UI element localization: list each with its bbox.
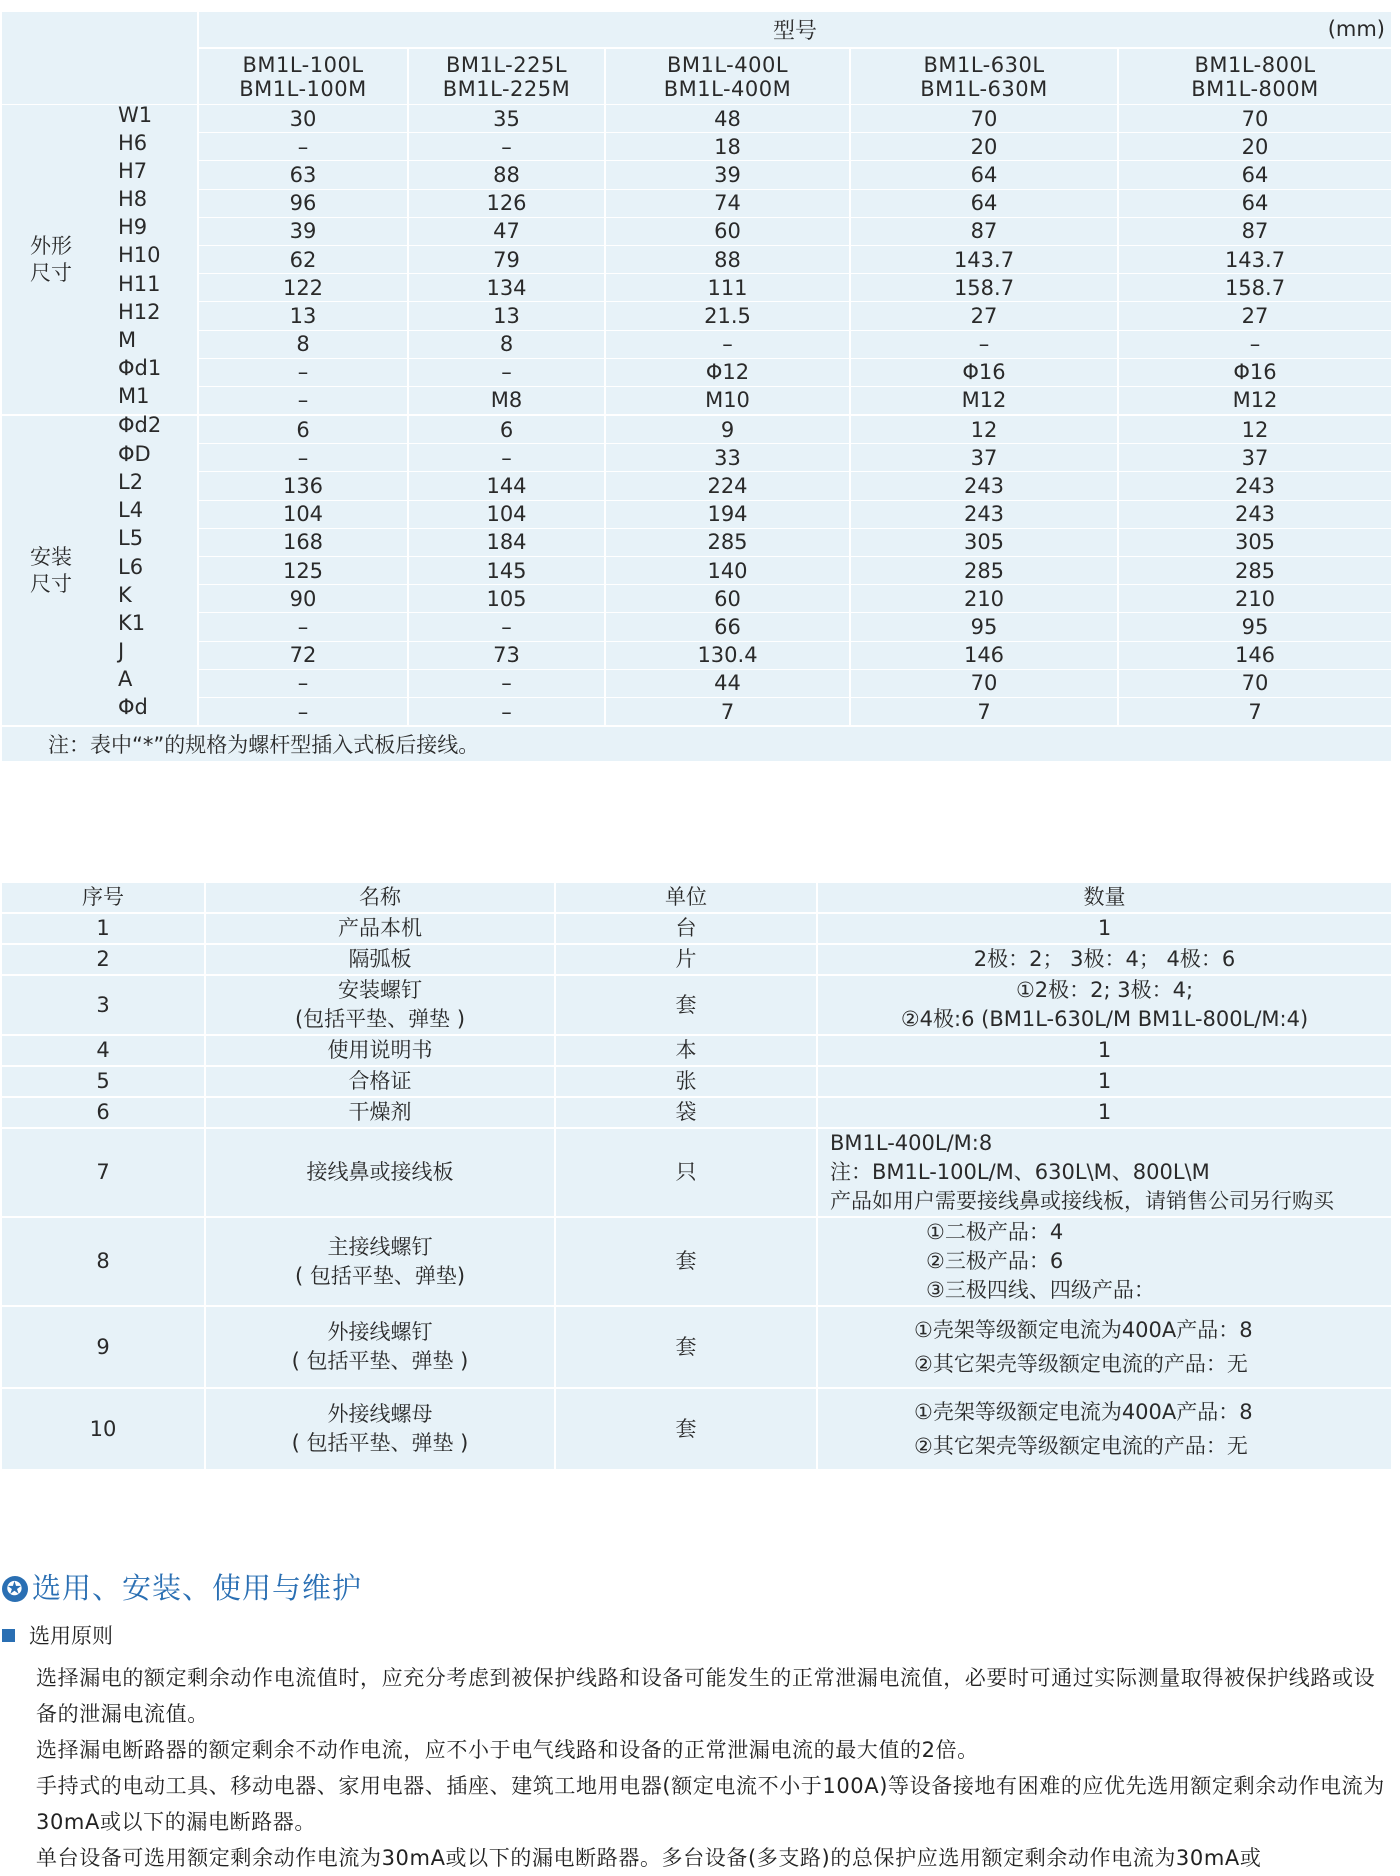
dimension-value: 64 — [850, 161, 1118, 189]
dimension-value: 87 — [850, 217, 1118, 245]
dimension-value: 285 — [605, 528, 850, 556]
row-number: 5 — [2, 1066, 205, 1097]
dimension-value: Φ16 — [1118, 358, 1391, 386]
item-quantity — [817, 944, 1391, 975]
item-quantity-line: ②其它架壳等级额定电流的产品：无 — [914, 1352, 1248, 1376]
model-name: BM1L-225L — [445, 52, 568, 77]
item-quantity-line: ②其它架壳等级额定电流的产品：无 — [914, 1434, 1248, 1458]
item-quantity-line: 2极：2； 3极：4； 4极：6 — [973, 947, 1236, 971]
accessory-row — [2, 1035, 1391, 1066]
dimension-value: 20 — [1118, 133, 1391, 161]
dimension-value: 70 — [1118, 105, 1391, 133]
item-name-line: 干燥剂 — [348, 1100, 412, 1124]
dimension-value: 184 — [408, 528, 605, 556]
dimension-row — [2, 358, 1391, 386]
dimension-value: 35 — [408, 105, 605, 133]
item-name — [205, 1217, 555, 1306]
item-name-line: ( 包括平垫、弹垫) — [294, 1263, 466, 1288]
dimension-row — [2, 274, 1391, 302]
dimension-value: 63 — [198, 161, 408, 189]
parameter-label: H10 — [118, 243, 161, 268]
item-quantity-line: ①壳架等级额定电流为400A产品：8 — [914, 1318, 1253, 1342]
dimension-value: – — [408, 358, 605, 386]
dimension-value: 30 — [198, 105, 408, 133]
row-number: 10 — [2, 1388, 205, 1470]
dimension-value: 64 — [850, 189, 1118, 217]
accessory-table — [2, 883, 1391, 1471]
model-header — [408, 48, 605, 105]
star-icon: ✪ — [2, 1576, 28, 1602]
dimension-row — [2, 641, 1391, 669]
item-name — [205, 1066, 555, 1097]
parameter-label: H11 — [118, 271, 161, 296]
item-quantity-line: 注：BM1L-100L/M、630L\M、800L\M — [830, 1160, 1210, 1184]
dimension-value: – — [198, 613, 408, 641]
column-header: 单位 — [555, 883, 817, 913]
dimension-value: 70 — [850, 669, 1118, 697]
dimension-value: 21.5 — [605, 302, 850, 330]
dimension-value: 8 — [198, 330, 408, 358]
dimension-value: 210 — [1118, 585, 1391, 613]
note-row — [2, 726, 1391, 762]
dimension-row — [2, 189, 1391, 217]
accessory-row — [2, 1306, 1391, 1388]
item-name — [205, 1306, 555, 1388]
dimension-value: 210 — [850, 585, 1118, 613]
dimension-value: 243 — [850, 500, 1118, 528]
dimension-value: 224 — [605, 472, 850, 500]
group-label-line: 尺寸 — [30, 260, 72, 285]
dimension-value: 305 — [1118, 528, 1391, 556]
parameter-label: W1 — [118, 102, 153, 127]
item-quantity-line: ①二极产品：4 — [926, 1220, 1064, 1244]
item-quantity-line: 1 — [1097, 1069, 1112, 1093]
dimension-value: 285 — [850, 557, 1118, 585]
model-header — [198, 48, 408, 105]
item-quantity — [817, 1388, 1391, 1470]
paragraph: 手持式的电动工具、移动电器、家用电器、插座、建筑工地用电器(额定电流不小于100A)等设备接地有困难的应优先选用额定剩余动作电流为30mA或以下的漏电断路器。 — [36, 1774, 1385, 1834]
model-name: BM1L-400L — [666, 52, 789, 77]
dimension-value: 144 — [408, 472, 605, 500]
dimension-value: 64 — [1118, 189, 1391, 217]
dimension-value: – — [408, 613, 605, 641]
dimension-value: – — [198, 386, 408, 415]
parameter-label: M1 — [118, 384, 150, 409]
dimension-value: 122 — [198, 274, 408, 302]
dimension-value: M8 — [408, 386, 605, 415]
group-label-text — [30, 233, 72, 287]
item-quantity-line: ①2极：2; 3极：4; — [1015, 978, 1194, 1002]
dimension-value: 7 — [1118, 697, 1391, 726]
accessory-row — [2, 975, 1391, 1035]
item-unit: 张 — [555, 1066, 817, 1097]
dimension-value: 37 — [1118, 444, 1391, 472]
corner-cell — [2, 12, 198, 105]
model-name: BM1L-225M — [442, 76, 571, 101]
item-unit: 只 — [555, 1128, 817, 1217]
accessory-row — [2, 913, 1391, 944]
dimension-value: 39 — [605, 161, 850, 189]
model-name: BM1L-630L — [923, 52, 1045, 77]
dimension-value: 130.4 — [605, 641, 850, 669]
parameter-label: J — [118, 639, 125, 664]
dimension-value: 243 — [850, 472, 1118, 500]
item-name-line: (包括平垫、弹垫 ) — [294, 1007, 466, 1031]
dimension-value: 70 — [850, 105, 1118, 133]
row-number: 1 — [2, 913, 205, 944]
item-name-line: 产品本机 — [338, 916, 422, 940]
item-quantity-line: ②三极产品：6 — [926, 1249, 1064, 1273]
subsection-title — [2, 1620, 113, 1650]
dimension-value: M12 — [1118, 386, 1391, 415]
section-body — [36, 1660, 1396, 1876]
model-header — [605, 48, 850, 105]
item-quantity — [817, 1306, 1391, 1388]
dimension-value: 20 — [850, 133, 1118, 161]
dimension-row — [2, 669, 1391, 697]
parameter-label: L5 — [118, 526, 144, 551]
dimension-value: 243 — [1118, 472, 1391, 500]
parameter-label: L6 — [118, 554, 144, 579]
dimension-value: 96 — [198, 189, 408, 217]
dimension-value: Φ12 — [605, 358, 850, 386]
item-name-line: ( 包括平垫、弹垫 ) — [291, 1349, 469, 1373]
dimension-value: 105 — [408, 585, 605, 613]
dimension-row — [2, 613, 1391, 641]
dimension-row — [2, 133, 1391, 161]
dimension-row — [2, 415, 1391, 444]
paragraph: 选择漏电的额定剩余动作电流值时，应充分考虑到被保护线路和设备可能发生的正常泄漏电流值，必要时可通过实际测量取得被保护线路或设备的泄漏电流值。 — [36, 1666, 1376, 1726]
item-unit: 套 — [555, 975, 817, 1035]
row-number: 9 — [2, 1306, 205, 1388]
row-number: 2 — [2, 944, 205, 975]
item-quantity-line: 产品如用户需要接线鼻或接线板，请销售公司另行购买 — [830, 1189, 1334, 1213]
item-quantity — [817, 1097, 1391, 1128]
dimension-value: 6 — [198, 415, 408, 444]
dimension-value: 27 — [1118, 302, 1391, 330]
item-unit: 台 — [555, 913, 817, 944]
item-name — [205, 944, 555, 975]
dimension-row — [2, 161, 1391, 189]
parameter-label: H6 — [118, 130, 148, 155]
dimension-value: 87 — [1118, 217, 1391, 245]
dimension-value: 111 — [605, 274, 850, 302]
dimension-value: 7 — [850, 697, 1118, 726]
item-quantity-line: ②4极:6 (BM1L-630L/M BM1L-800L/M:4) — [900, 1007, 1309, 1031]
dimension-value: 146 — [850, 641, 1118, 669]
dimension-value: 9 — [605, 415, 850, 444]
dimension-value: 33 — [605, 444, 850, 472]
dimension-value: 13 — [198, 302, 408, 330]
item-name-line: 接线鼻或接线板 — [306, 1160, 454, 1184]
dimension-value: 12 — [850, 415, 1118, 444]
table-note: 注：表中“*”的规格为螺杆型插入式板后接线。 — [2, 726, 1391, 762]
parameter-label: K — [118, 582, 132, 607]
dimension-value: 74 — [605, 189, 850, 217]
accessory-header-row — [2, 883, 1391, 913]
parameter-label: L4 — [118, 498, 144, 523]
dimension-value: 44 — [605, 669, 850, 697]
item-name-line: ( 包括平垫、弹垫 ) — [291, 1431, 469, 1455]
row-number: 4 — [2, 1035, 205, 1066]
dimension-row — [2, 105, 1391, 133]
item-name-line: 安装螺钉 — [338, 978, 422, 1002]
dimension-value: 140 — [605, 557, 850, 585]
column-header: 序号 — [2, 883, 205, 913]
item-name-line: 隔弧板 — [348, 947, 412, 971]
header-row — [2, 12, 1391, 48]
dimension-value: M10 — [605, 386, 850, 415]
dimension-value: – — [605, 330, 850, 358]
parameter-label: K1 — [118, 610, 146, 635]
dimension-value: 6 — [408, 415, 605, 444]
parameter-label: H7 — [118, 158, 148, 183]
item-name — [205, 913, 555, 944]
model-header — [850, 48, 1118, 105]
dimension-value: 64 — [1118, 161, 1391, 189]
dimension-value: 95 — [1118, 613, 1391, 641]
item-name-line: 主接线螺钉 — [327, 1234, 433, 1259]
dimension-row — [2, 386, 1391, 415]
dimension-value: M12 — [850, 386, 1118, 415]
dimension-value: 60 — [605, 585, 850, 613]
dimension-row — [2, 245, 1391, 273]
row-number: 7 — [2, 1128, 205, 1217]
group-label — [2, 105, 198, 416]
parameter-label: M — [118, 328, 137, 352]
parameter-label: Φd2 — [118, 413, 162, 438]
dimension-value: 66 — [605, 613, 850, 641]
dimension-value: – — [408, 133, 605, 161]
item-name — [205, 975, 555, 1035]
dimension-row — [2, 585, 1391, 613]
row-number: 8 — [2, 1217, 205, 1306]
group-label — [2, 415, 198, 726]
item-quantity-line: ①壳架等级额定电流为400A产品：8 — [914, 1400, 1253, 1424]
model-name: BM1L-100M — [239, 76, 367, 101]
group-label-text — [30, 544, 72, 598]
unit-label: (mm) — [1327, 17, 1386, 41]
dimension-value: 88 — [605, 245, 850, 273]
item-unit: 片 — [555, 944, 817, 975]
model-header — [1118, 48, 1391, 105]
square-bullet-icon — [2, 1629, 15, 1642]
dimension-value: – — [198, 669, 408, 697]
item-name-line: 合格证 — [348, 1069, 412, 1093]
row-number: 3 — [2, 975, 205, 1035]
accessory-row — [2, 1066, 1391, 1097]
dimension-value: 62 — [198, 245, 408, 273]
dimension-value: 243 — [1118, 500, 1391, 528]
dimension-value: 90 — [198, 585, 408, 613]
dimension-value: 134 — [408, 274, 605, 302]
paragraph: 选择漏电断路器的额定剩余不动作电流，应不小于电气线路和设备的正常泄漏电流的最大值的2倍。 — [36, 1738, 979, 1762]
dimension-value: 305 — [850, 528, 1118, 556]
dimension-value: 72 — [198, 641, 408, 669]
item-quantity — [817, 913, 1391, 944]
dimension-value: 104 — [198, 500, 408, 528]
model-title-text: 型号 — [773, 19, 818, 44]
dimension-value: – — [1118, 330, 1391, 358]
row-number: 6 — [2, 1097, 205, 1128]
item-quantity — [817, 1035, 1391, 1066]
dimension-value: 8 — [408, 330, 605, 358]
model-title — [198, 12, 1391, 48]
dimension-value: 37 — [850, 444, 1118, 472]
parameter-label: H8 — [118, 187, 148, 212]
item-name-line: 外接线螺钉 — [327, 1320, 433, 1344]
dimension-row — [2, 472, 1391, 500]
item-name — [205, 1097, 555, 1128]
item-unit: 套 — [555, 1388, 817, 1470]
paragraph: 单台设备可选用额定剩余动作电流为30mA或以下的漏电断路器。多台设备(多支路)的总保护应选用额定剩余动作电流为30mA或 — [36, 1846, 1262, 1870]
item-quantity-line: 1 — [1097, 1038, 1112, 1062]
item-name-line: 外接线螺母 — [327, 1402, 433, 1426]
group-label-line: 安装 — [30, 544, 72, 569]
dimension-value: Φ16 — [850, 358, 1118, 386]
item-quantity-line: 1 — [1097, 1100, 1112, 1124]
item-quantity-line: ③三极四线、四级产品： — [926, 1278, 1155, 1302]
dimension-value: – — [198, 133, 408, 161]
column-header: 名称 — [205, 883, 555, 913]
dimension-value: 60 — [605, 217, 850, 245]
dimension-value: 79 — [408, 245, 605, 273]
item-unit: 套 — [555, 1217, 817, 1306]
item-quantity — [817, 1217, 1391, 1306]
dimension-row — [2, 444, 1391, 472]
dimension-value: 146 — [1118, 641, 1391, 669]
dimension-value: – — [198, 697, 408, 726]
item-quantity — [817, 975, 1391, 1035]
item-name-line: 使用说明书 — [327, 1038, 433, 1062]
dimension-row — [2, 528, 1391, 556]
dimension-value: 104 — [408, 500, 605, 528]
item-unit: 套 — [555, 1306, 817, 1388]
dimension-value: 73 — [408, 641, 605, 669]
parameter-label: H12 — [118, 299, 161, 324]
dimension-value: – — [198, 444, 408, 472]
parameter-label: L2 — [118, 469, 144, 494]
model-name: BM1L-400M — [663, 76, 792, 101]
dimension-value: 7 — [605, 697, 850, 726]
model-row — [2, 48, 1391, 105]
dimension-value: 12 — [1118, 415, 1391, 444]
dimension-value: 48 — [605, 105, 850, 133]
dimension-value: 168 — [198, 528, 408, 556]
item-quantity — [817, 1066, 1391, 1097]
accessory-row — [2, 1097, 1391, 1128]
dimension-value: 158.7 — [850, 274, 1118, 302]
dimension-row — [2, 302, 1391, 330]
parameter-label: Φd1 — [118, 356, 162, 381]
item-name — [205, 1388, 555, 1470]
dimension-value: 70 — [1118, 669, 1391, 697]
dimension-row — [2, 500, 1391, 528]
dimension-row — [2, 557, 1391, 585]
accessory-row — [2, 1388, 1391, 1470]
accessory-row — [2, 1128, 1391, 1217]
section-title — [2, 1566, 362, 1607]
item-quantity-line: 1 — [1097, 916, 1112, 940]
accessory-row — [2, 1217, 1391, 1306]
dimension-value: – — [408, 669, 605, 697]
dimension-value: 143.7 — [1118, 245, 1391, 273]
item-quantity-line: BM1L-400L/M:8 — [830, 1131, 993, 1155]
dimension-row — [2, 697, 1391, 726]
item-name — [205, 1035, 555, 1066]
section-title-text: 选用、安装、使用与维护 — [32, 1571, 363, 1605]
dimension-value: 27 — [850, 302, 1118, 330]
dimension-row — [2, 330, 1391, 358]
item-quantity — [817, 1128, 1391, 1217]
group-label-line: 外形 — [30, 233, 72, 258]
dimension-value: 125 — [198, 557, 408, 585]
dimension-value: 18 — [605, 133, 850, 161]
dimension-value: 143.7 — [850, 245, 1118, 273]
dimension-value: 47 — [408, 217, 605, 245]
model-name: BM1L-630M — [920, 76, 1048, 101]
item-unit: 本 — [555, 1035, 817, 1066]
accessory-row — [2, 944, 1391, 975]
dimension-value: 126 — [408, 189, 605, 217]
dimension-value: 158.7 — [1118, 274, 1391, 302]
dimension-value: 136 — [198, 472, 408, 500]
parameter-label: ΦD — [118, 441, 151, 466]
dimension-value: 88 — [408, 161, 605, 189]
dimension-value: 95 — [850, 613, 1118, 641]
parameter-label: A — [118, 667, 133, 692]
model-name: BM1L-800M — [1191, 76, 1319, 101]
column-header: 数量 — [817, 883, 1391, 913]
dimension-value: – — [198, 358, 408, 386]
dimension-value: – — [408, 697, 605, 726]
model-name: BM1L-100L — [242, 52, 364, 77]
dimension-value: 39 — [198, 217, 408, 245]
dimension-value: 285 — [1118, 557, 1391, 585]
parameter-label: H9 — [118, 215, 148, 240]
dimension-value: – — [850, 330, 1118, 358]
dimension-value: 145 — [408, 557, 605, 585]
model-name: BM1L-800L — [1194, 52, 1316, 77]
dimension-table — [2, 12, 1391, 762]
dimension-value: 194 — [605, 500, 850, 528]
group-label-line: 尺寸 — [30, 571, 72, 596]
item-unit: 袋 — [555, 1097, 817, 1128]
dimension-row — [2, 217, 1391, 245]
subsection-title-text: 选用原则 — [29, 1624, 113, 1648]
parameter-label: Φd — [118, 695, 148, 720]
dimension-value: 13 — [408, 302, 605, 330]
item-name — [205, 1128, 555, 1217]
dimension-value: – — [408, 444, 605, 472]
